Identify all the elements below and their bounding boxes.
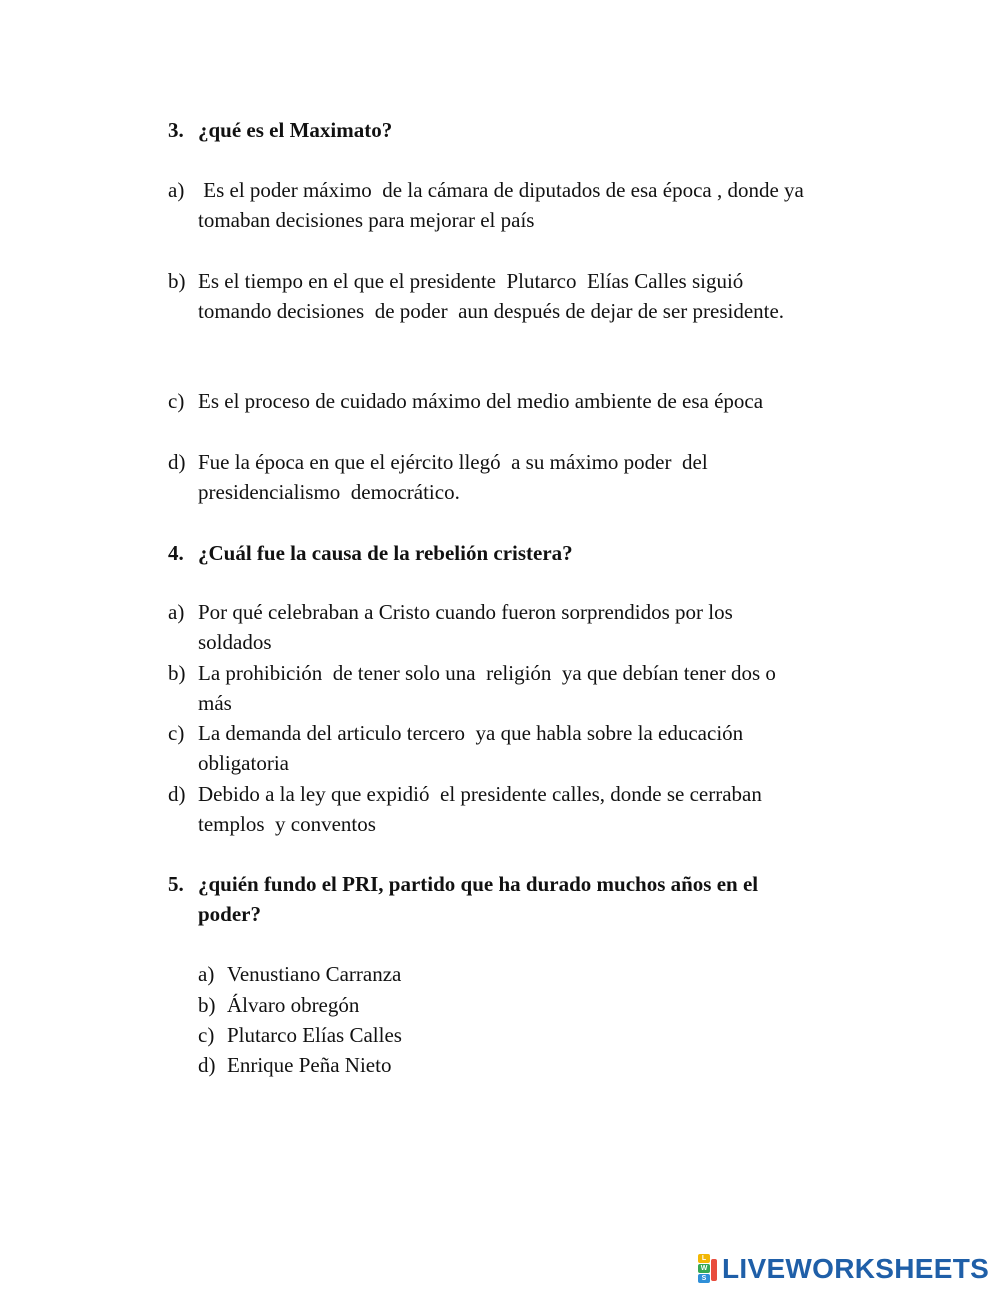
option-text: Debido a la ley que expidió el presidente calles, donde se cerraban	[198, 782, 762, 806]
option-text: Álvaro obregón	[227, 993, 360, 1017]
option-text: templos y conventos	[198, 812, 376, 836]
option-text: obligatoria	[198, 751, 289, 775]
question-number: 5.	[168, 872, 184, 896]
question-text: ¿qué es el Maximato?	[198, 118, 393, 142]
option-text: La prohibición de tener solo una religión ya que debían tener dos o	[198, 661, 776, 685]
logo-bar	[711, 1259, 717, 1281]
option-text: Por qué celebraban a Cristo cuando fueron sorprendidos por los	[198, 600, 733, 624]
option-letter: d)	[168, 782, 186, 806]
liveworksheets-logo[interactable]	[698, 1252, 989, 1286]
question-number: 3.	[168, 118, 184, 142]
option-text: Es el proceso de cuidado máximo del medio ambiente de esa época	[198, 389, 764, 413]
option-letter: d)	[198, 1053, 216, 1077]
option-text: tomando decisiones de poder aun después de dejar de ser presidente.	[198, 299, 785, 323]
option-text: Es el poder máximo de la cámara de diputados de esa época , donde ya	[198, 178, 804, 202]
option-text: Enrique Peña Nieto	[227, 1053, 392, 1077]
option-text: más	[198, 691, 232, 715]
question-text: ¿quién fundo el PRI, partido que ha durado muchos años en el	[198, 872, 759, 896]
option-text: Plutarco Elías Calles	[227, 1023, 402, 1047]
brand-name: LIVEWORKSHEETS	[722, 1253, 990, 1284]
option-letter: a)	[198, 962, 215, 986]
option-text: Es el tiempo en el que el presidente Plutarco Elías Calles siguió	[198, 269, 744, 293]
option-letter: c)	[168, 721, 185, 745]
logo-letter: S	[698, 1274, 710, 1283]
option-letter: c)	[198, 1023, 215, 1047]
option-letter: b)	[168, 269, 186, 293]
option-letter: a)	[168, 600, 185, 624]
logo-cube-icon	[698, 1254, 718, 1284]
logo-letter: W	[698, 1264, 710, 1273]
question-number: 4.	[168, 541, 184, 565]
option-text: Venustiano Carranza	[227, 962, 402, 986]
option-letter: b)	[198, 993, 216, 1017]
option-letter: a)	[168, 178, 185, 202]
option-text: soldados	[198, 630, 272, 654]
option-letter: c)	[168, 389, 185, 413]
question-text: poder?	[198, 902, 261, 926]
question-text: ¿Cuál fue la causa de la rebelión cristera?	[198, 541, 573, 565]
option-text: tomaban decisiones para mejorar el país	[198, 208, 535, 232]
option-text: La demanda del articulo tercero ya que habla sobre la educación	[198, 721, 744, 745]
option-letter: d)	[168, 450, 186, 474]
option-text: presidencialismo democrático.	[198, 480, 460, 504]
option-text: Fue la época en que el ejército llegó a su máximo poder del	[198, 450, 708, 474]
option-letter: b)	[168, 661, 186, 685]
logo-letter: L	[698, 1254, 710, 1263]
